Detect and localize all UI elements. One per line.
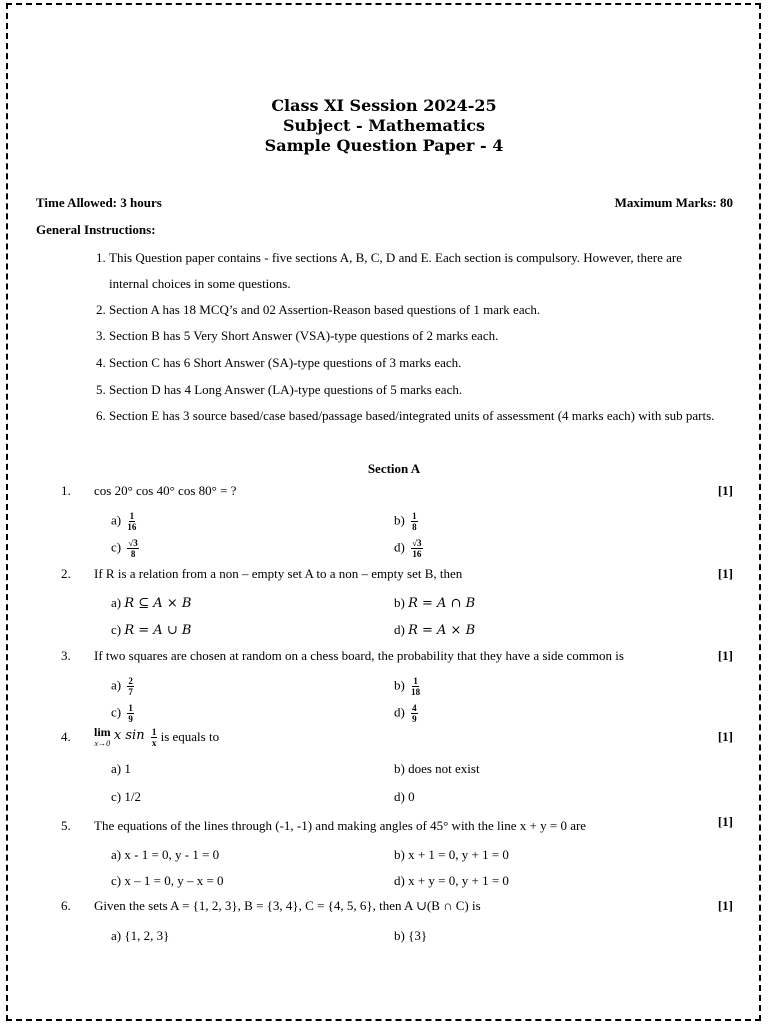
option-label: d) — [394, 704, 405, 720]
option-math: R = A ∩ B — [408, 596, 476, 611]
instruction-text: This Question paper contains - five sections A, B, C, D and E. Each section is compulsory. However, there are internal choices in some questions. — [109, 250, 683, 291]
denominator: x — [151, 738, 157, 748]
option-label: a) — [111, 847, 122, 862]
numerator: 1 — [151, 727, 157, 737]
instruction-number: 5. — [96, 382, 106, 397]
option-label: d) — [394, 622, 405, 637]
option-c — [111, 703, 134, 724]
option-b — [394, 511, 418, 532]
numerator: 1 — [412, 511, 417, 521]
option-label: c) — [111, 539, 122, 555]
option-fraction — [127, 703, 134, 724]
denominator: 18 — [411, 687, 421, 697]
instruction-number: 3. — [96, 328, 106, 343]
question-marks: [1] — [717, 483, 733, 498]
option-label: a) — [111, 677, 122, 693]
option-c — [111, 622, 191, 638]
option-text: 0 — [408, 789, 415, 804]
question-text — [94, 727, 219, 749]
denominator: 16 — [127, 522, 137, 532]
instruction-number: 4. — [96, 355, 106, 370]
limit-expression: x sin — [113, 728, 145, 743]
question-text: The equations of the lines through (-1, -1) and making angles of 45° with the line x + y = 0 are — [94, 818, 587, 833]
option-d — [394, 789, 415, 805]
option-text: does not exist — [408, 761, 480, 776]
question-marks: [1] — [717, 729, 733, 744]
option-a — [111, 928, 169, 944]
option-c — [111, 789, 141, 805]
numerator: 1 — [129, 511, 135, 521]
numerator: √3 — [128, 538, 138, 548]
numerator: 1 — [128, 703, 133, 713]
denominator: 9 — [128, 714, 133, 724]
maximum-marks: Maximum Marks: 80 — [614, 195, 733, 210]
question-marks: [1] — [717, 648, 733, 663]
instruction-text: Section B has 5 Very Short Answer (VSA)-type questions of 2 marks each. — [109, 328, 499, 343]
limit-word: lim — [94, 725, 111, 739]
option-b — [394, 676, 420, 697]
option-label: c) — [111, 789, 122, 804]
denominator: 16 — [412, 549, 422, 559]
limit-fraction — [151, 727, 158, 748]
denominator: 8 — [130, 549, 136, 559]
option-label: b) — [394, 928, 405, 943]
option-label: c) — [111, 622, 122, 637]
option-label: b) — [394, 847, 405, 862]
option-text: {1, 2, 3} — [124, 928, 170, 943]
option-math: R = A × B — [408, 623, 476, 638]
option-label: b) — [394, 761, 405, 776]
question-number: 2. — [61, 566, 71, 581]
option-fraction — [411, 538, 422, 559]
option-label: a) — [111, 928, 122, 943]
option-d — [394, 703, 418, 724]
limit-subscript: x→0 — [94, 739, 111, 748]
option-label: a) — [111, 761, 122, 776]
option-d — [394, 622, 475, 638]
question-marks: [1] — [717, 566, 733, 581]
option-label: c) — [111, 873, 122, 888]
question-number: 1. — [61, 483, 71, 498]
numerator: 1 — [413, 676, 418, 686]
option-b — [394, 928, 427, 944]
option-label: b) — [394, 512, 405, 528]
instruction-text: Section D has 4 Long Answer (LA)-type questions of 5 marks each. — [109, 382, 463, 397]
option-text: 1/2 — [124, 789, 141, 804]
option-label: a) — [111, 595, 122, 610]
question-number: 3. — [61, 648, 71, 663]
option-label: d) — [394, 539, 405, 555]
option-math: R ⊆ A × B — [124, 596, 192, 611]
paper-name-title: Sample Question Paper - 4 — [264, 136, 504, 155]
option-fraction — [411, 703, 418, 724]
instruction-text: Section E has 3 source based/case based/passage based/integrated units of assessment (4 marks each) with sub parts. — [109, 408, 715, 423]
option-b — [394, 847, 509, 863]
option-label: b) — [394, 677, 405, 693]
option-text: {3} — [408, 928, 428, 943]
instruction-number: 6. — [96, 408, 106, 423]
option-a — [111, 761, 131, 777]
option-fraction — [127, 511, 136, 532]
option-text: 1 — [124, 761, 131, 776]
instruction-number: 1. — [96, 250, 106, 265]
option-c — [111, 538, 139, 559]
option-b — [394, 595, 475, 611]
option-a — [111, 676, 134, 697]
option-c — [111, 873, 224, 889]
option-fraction — [127, 676, 134, 697]
time-allowed: Time Allowed: 3 hours — [36, 195, 162, 210]
question-number: 6. — [61, 898, 71, 913]
option-fraction — [411, 676, 420, 697]
option-a — [111, 595, 191, 611]
paper-class-title: Class XI Session 2024-25 — [271, 96, 497, 115]
option-fraction — [127, 538, 138, 559]
general-instructions-heading: General Instructions: — [36, 222, 156, 237]
instruction-text: Section A has 18 MCQ’s and 02 Assertion-Reason based questions of 1 mark each. — [109, 302, 541, 317]
question-text: If two squares are chosen at random on a chess board, the probability that they have a side common is — [94, 648, 624, 663]
numerator: 4 — [412, 703, 417, 713]
option-math: R = A ∪ B — [124, 623, 192, 638]
option-label: d) — [394, 789, 405, 804]
option-label: a) — [111, 512, 122, 528]
option-d — [394, 538, 423, 559]
option-label: d) — [394, 873, 405, 888]
question-marks: [1] — [717, 814, 733, 829]
numerator: 2 — [128, 676, 133, 686]
option-d — [394, 873, 509, 889]
option-b — [394, 761, 480, 777]
denominator: 9 — [412, 714, 417, 724]
question-number: 4. — [61, 729, 71, 744]
option-text: x + y = 0, y + 1 = 0 — [408, 873, 509, 888]
question-text: cos 20° cos 40° cos 80° = ? — [94, 483, 237, 498]
option-text: x - 1 = 0, y - 1 = 0 — [124, 847, 220, 862]
paper-subject-title: Subject - Mathematics — [282, 116, 486, 135]
option-a — [111, 847, 219, 863]
option-text: x + 1 = 0, y + 1 = 0 — [408, 847, 509, 862]
numerator: √3 — [412, 538, 422, 548]
option-fraction — [411, 511, 418, 532]
question-number: 5. — [61, 818, 71, 833]
option-label: b) — [394, 595, 405, 610]
option-a — [111, 511, 136, 532]
denominator: 8 — [412, 522, 417, 532]
denominator: 7 — [128, 687, 133, 697]
limit-operator — [94, 727, 111, 749]
instruction-number: 2. — [96, 302, 106, 317]
question-marks: [1] — [717, 898, 733, 913]
instruction-text: Section C has 6 Short Answer (SA)-type questions of 3 marks each. — [109, 355, 462, 370]
option-label: c) — [111, 704, 122, 720]
section-title: Section A — [367, 461, 421, 476]
option-text: x – 1 = 0, y – x = 0 — [124, 873, 224, 888]
question-text: If R is a relation from a non – empty set A to a non – empty set B, then — [94, 566, 463, 581]
question-text: Given the sets A = {1, 2, 3}, B = {3, 4}, C = {4, 5, 6}, then A ∪(B ∩ C) is — [94, 898, 481, 913]
instruction-item — [96, 245, 716, 297]
question-text-tail: is equals to — [160, 729, 220, 744]
